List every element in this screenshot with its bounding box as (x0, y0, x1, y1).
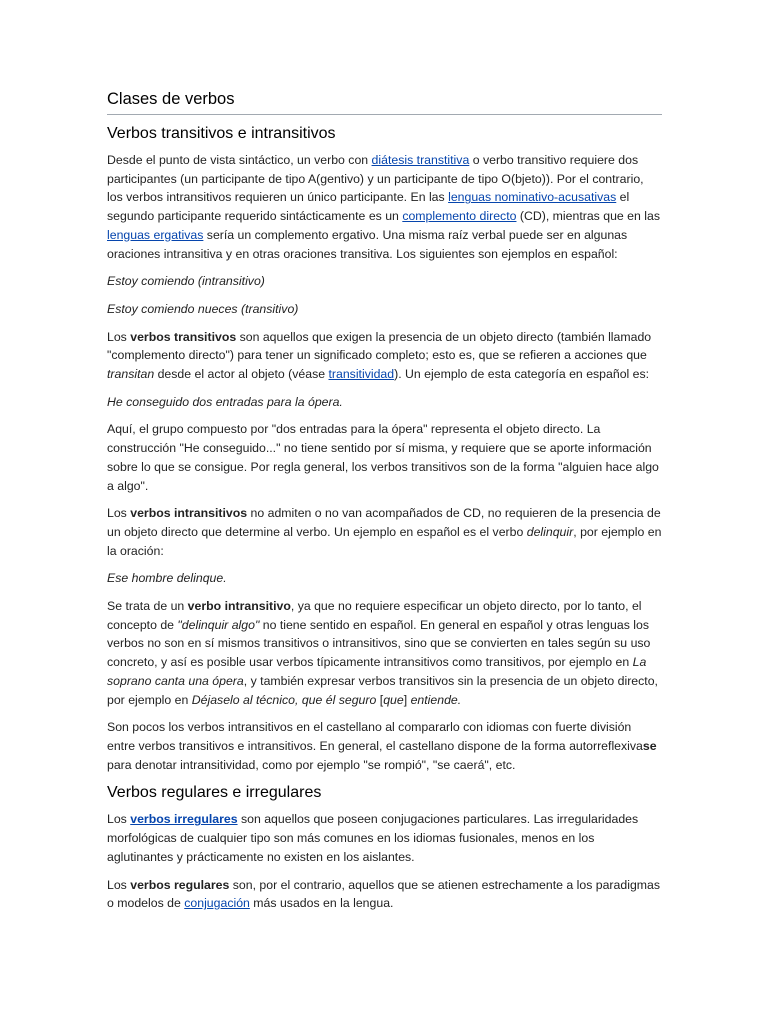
text-run: ] (403, 692, 411, 707)
italic-text: Estoy comiendo (107, 274, 195, 289)
text-run: para denotar intransitividad, como por ejemplo "se rompió", "se caerá", etc. (107, 757, 516, 772)
text-run: no admiten o no van acompañados de CD, no requieren de la presencia de un objeto directo que determine al verbo. Un ejemplo en español es el verbo (107, 506, 661, 539)
text-run: (CD), mientras que en las (516, 209, 660, 224)
text-run: Aquí, el grupo compuesto por "dos entradas para la ópera" representa el objeto directo. La construcción "He conseguido..." no tiene sentido por sí misma, y requiere que se aporte información sobre lo que se consigue. Por regla general, los verbos transitivos son de la forma "alguien hace algo a algo". (107, 422, 659, 493)
article (107, 90, 662, 922)
bold-term: verbo intransitivo (187, 599, 291, 614)
section-heading: Clases de verbos (107, 90, 662, 115)
text-run: Desde el punto de vista sintáctico, un verbo con (107, 153, 372, 167)
text-run: más usados en la lengua. (249, 896, 394, 911)
italic-text: Ese hombre delinque. (107, 571, 227, 586)
text-run: (transitivo) (237, 301, 299, 316)
paragraph (107, 810, 662, 866)
italic-text: "delinquir algo" (177, 617, 260, 632)
example-sentence (107, 569, 662, 588)
wiki-link[interactable]: verbos irregulares (130, 812, 238, 827)
paragraph (107, 718, 662, 774)
paragraph (107, 504, 662, 560)
italic-text: La soprano canta una ópera (107, 655, 647, 688)
bold-term: verbos transitivos (130, 329, 237, 344)
bold-term: verbos intransitivos (130, 506, 248, 521)
subsection-heading-transitivos: Verbos transitivos e intransitivos (107, 125, 336, 142)
text-run: el segundo participante requerido sintácticamente es un (107, 190, 630, 224)
paragraph (107, 420, 662, 495)
text-run: ). Un ejemplo de esta categoría en español es: (394, 367, 650, 382)
text-run: no tiene sentido en español. En general en español y otras lenguas los verbos no son en sí mismos transitivos o intransitivos, sino que se convierten en tales según su uso concreto, y así es posible usar verbos típicamente intransitivos como transitivos, por ejemplo en (107, 617, 651, 670)
paragraph (107, 597, 662, 709)
wiki-link[interactable]: diátesis transtitiva (371, 153, 470, 167)
paragraph (107, 876, 662, 913)
text-run: desde el actor al objeto (véase (154, 367, 329, 382)
italic-text: delinquir (526, 524, 574, 539)
text-run: Los (107, 877, 131, 892)
wiki-link[interactable]: conjugación (184, 896, 250, 911)
paragraph (107, 328, 662, 384)
italic-text: transitan (107, 367, 155, 382)
italic-text: He conseguido dos entradas para la ópera. (107, 394, 343, 409)
wiki-link[interactable]: transitividad (328, 367, 395, 382)
italic-text: Estoy comiendo nueces (107, 301, 238, 316)
bold-term: se (642, 738, 657, 753)
text-run: Los (107, 329, 131, 344)
text-run: o verbo transitivo requiere dos participantes (un participante de tipo A(gentivo) y un participante de tipo O(bjeto)). Por el contrario, los verbos intransitivos requieren un único participante. En las (107, 153, 644, 205)
wiki-link[interactable]: complemento directo (402, 209, 517, 224)
wiki-link[interactable]: lenguas nominativo-acusativas (448, 190, 617, 205)
example-sentence (107, 300, 662, 319)
text-run: son, por el contrario, aquellos que se atienen estrechamente a los paradigmas o modelos de (107, 877, 661, 911)
text-run: Los (107, 506, 131, 521)
paragraph (107, 151, 662, 263)
subsection-heading-regulares: Verbos regulares e irregulares (107, 784, 322, 802)
text-run: Son pocos los verbos intransitivos en el castellano al compararlo con idiomas con fuerte división entre verbos transitivos e intransitivos. En general, el castellano dispone de la forma autorreflexiva (107, 720, 643, 753)
text-run: Se trata de un (107, 599, 188, 614)
italic-text: que (383, 692, 404, 707)
text-run: son aquellos que poseen conjugaciones particulares. Las irregularidades morfológicas de cualquier tipo son más comunes en los idiomas fusionales, menos en los aglutinantes y prácticamente no existen en los aislantes. (107, 812, 639, 864)
bold-term: verbos regulares (130, 877, 230, 892)
text-run: , por ejemplo en la oración: (107, 524, 662, 558)
text-run: sería un complemento ergativo. Una misma raíz verbal puede ser en algunas oraciones intransitiva y en otras oraciones transitiva. Los siguientes son ejemplos en español: (107, 227, 628, 261)
text-run: (intransitivo) (194, 274, 265, 289)
italic-text: Déjaselo al técnico, que él seguro (191, 692, 377, 707)
italic-text: entiende. (410, 692, 462, 707)
text-run: [ (376, 692, 384, 707)
text-run: Los (107, 812, 131, 827)
example-sentence (107, 272, 662, 291)
wiki-link[interactable]: lenguas ergativas (107, 227, 204, 242)
text-run: son aquellos que exigen la presencia de un objeto directo (también llamado "complemento directo") para tener un significado completo; esto es, que se refieren a acciones que (107, 329, 652, 363)
example-sentence (107, 393, 662, 412)
text-run: , y también expresar verbos transitivos sin la presencia de un objeto directo, por ejemplo en (107, 673, 658, 707)
text-run: , ya que no requiere especificar un objeto directo, por lo tanto, el concepto de (107, 599, 642, 632)
